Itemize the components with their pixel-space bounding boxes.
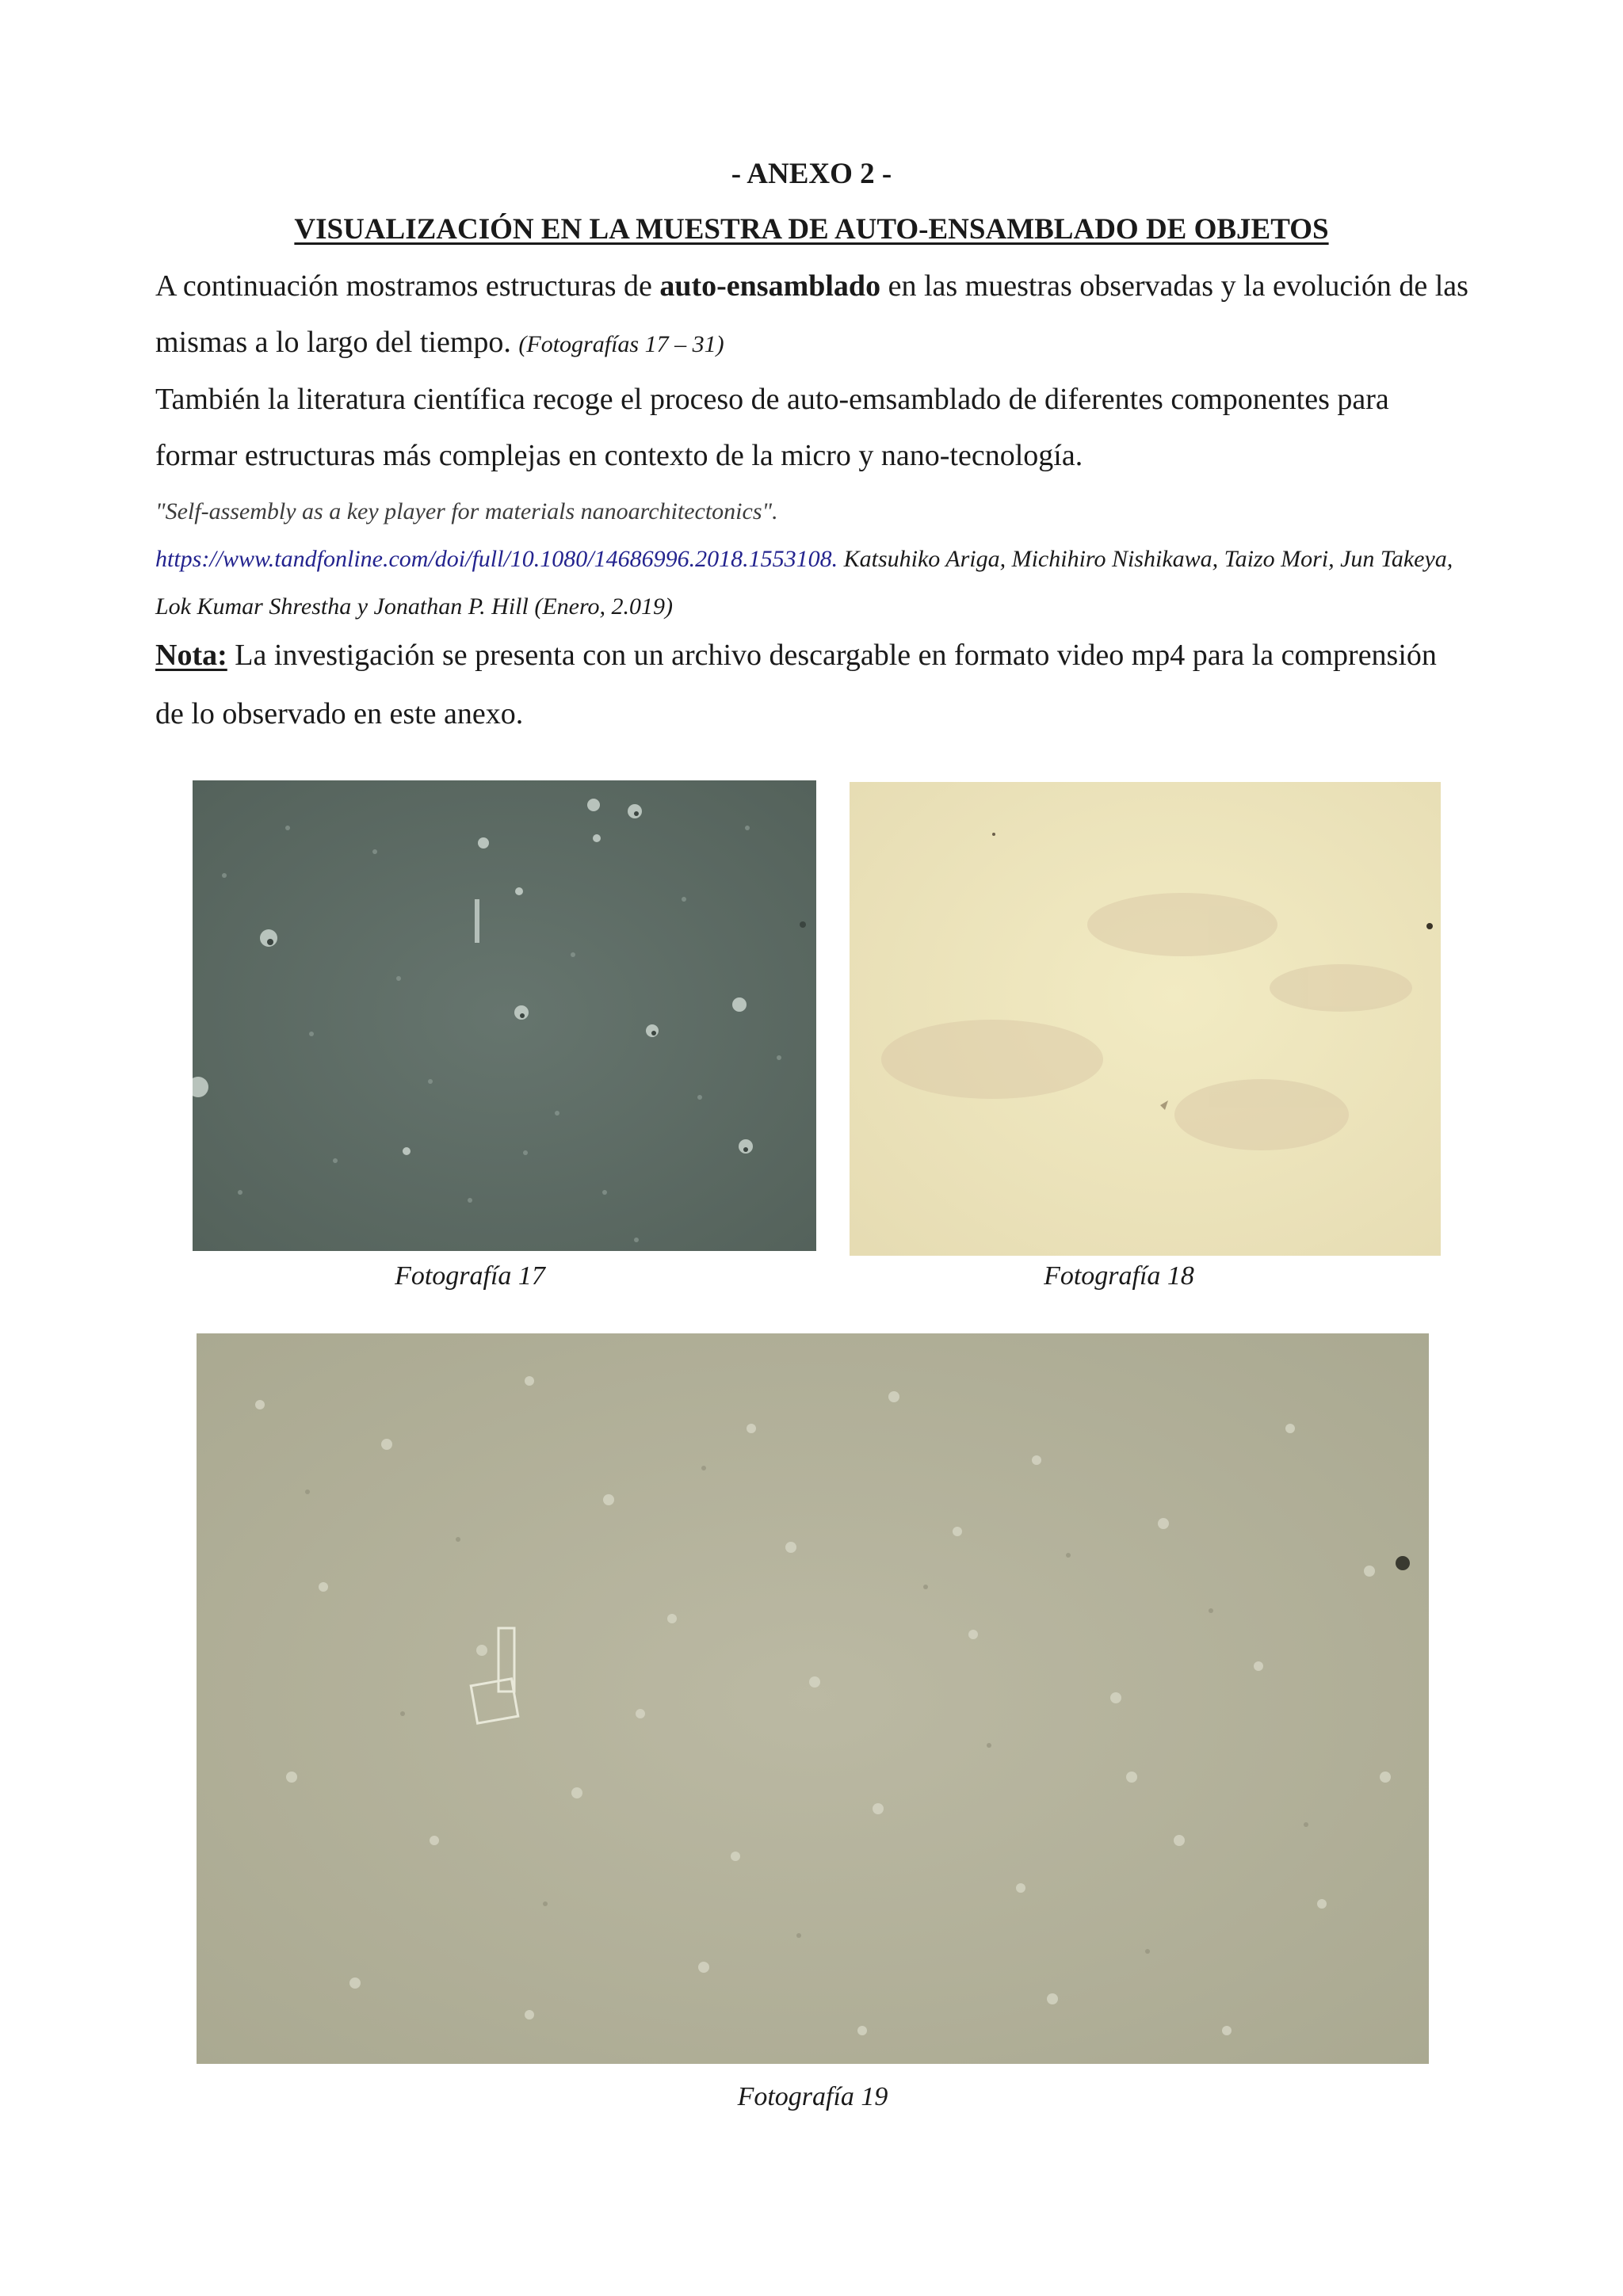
intro-text-start: A continuación mostramos estructuras de [155,269,660,303]
note-label: Nota: [155,639,227,672]
intro-text-end: en las muestras observadas y la evolución de las mismas a lo largo del tiempo. [155,269,1468,359]
literature-paragraph: También la literatura científica recoge el proceso de auto-emsamblado de diferentes componentes para formar estructuras más complejas en contexto de la micro y nano-tecnología. [155,383,1389,472]
reference-link[interactable]: https://www.tandfonline.com/doi/full/10.1080/14686996.2018.1553108. [155,546,838,572]
photos-range-ref: (Fotografías 17 – 31) [518,331,724,357]
intro-paragraph [155,258,1471,372]
section-title: VISUALIZACIÓN EN LA MUESTRA DE AUTO-ENSAMBLADO DE OBJETOS [294,213,1329,246]
photo-18-image [850,782,1441,1256]
note-text: La investigación se presenta con un archivo descargable en formato video mp4 para la comprensión de lo observado en este anexo. [155,639,1437,730]
reference-citation [155,488,1471,631]
reference-authors: Katsuhiko Ariga, Michihiro Nishikawa, Taizo Mori, Jun Takeya, Lok Kumar Shrestha y Jonathan P. Hill (Enero, 2.019) [155,546,1453,620]
annex-title: - ANEXO 2 - [731,158,892,190]
photo-17-image [193,780,816,1251]
photo-17-caption: Fotografía 17 [395,1261,545,1291]
photo-19-image [197,1333,1429,2064]
intro-bold-term: auto-ensamblado [659,269,881,303]
note-paragraph [155,626,1471,743]
photo-18 [850,782,1441,1256]
photo-18-caption: Fotografía 18 [1044,1261,1194,1291]
photo-17 [193,780,816,1251]
photo-19 [197,1333,1429,2064]
photo-19-caption: Fotografía 19 [737,2082,888,2111]
reference-title: "Self-assembly as a key player for materials nanoarchitectonics". [155,498,778,524]
